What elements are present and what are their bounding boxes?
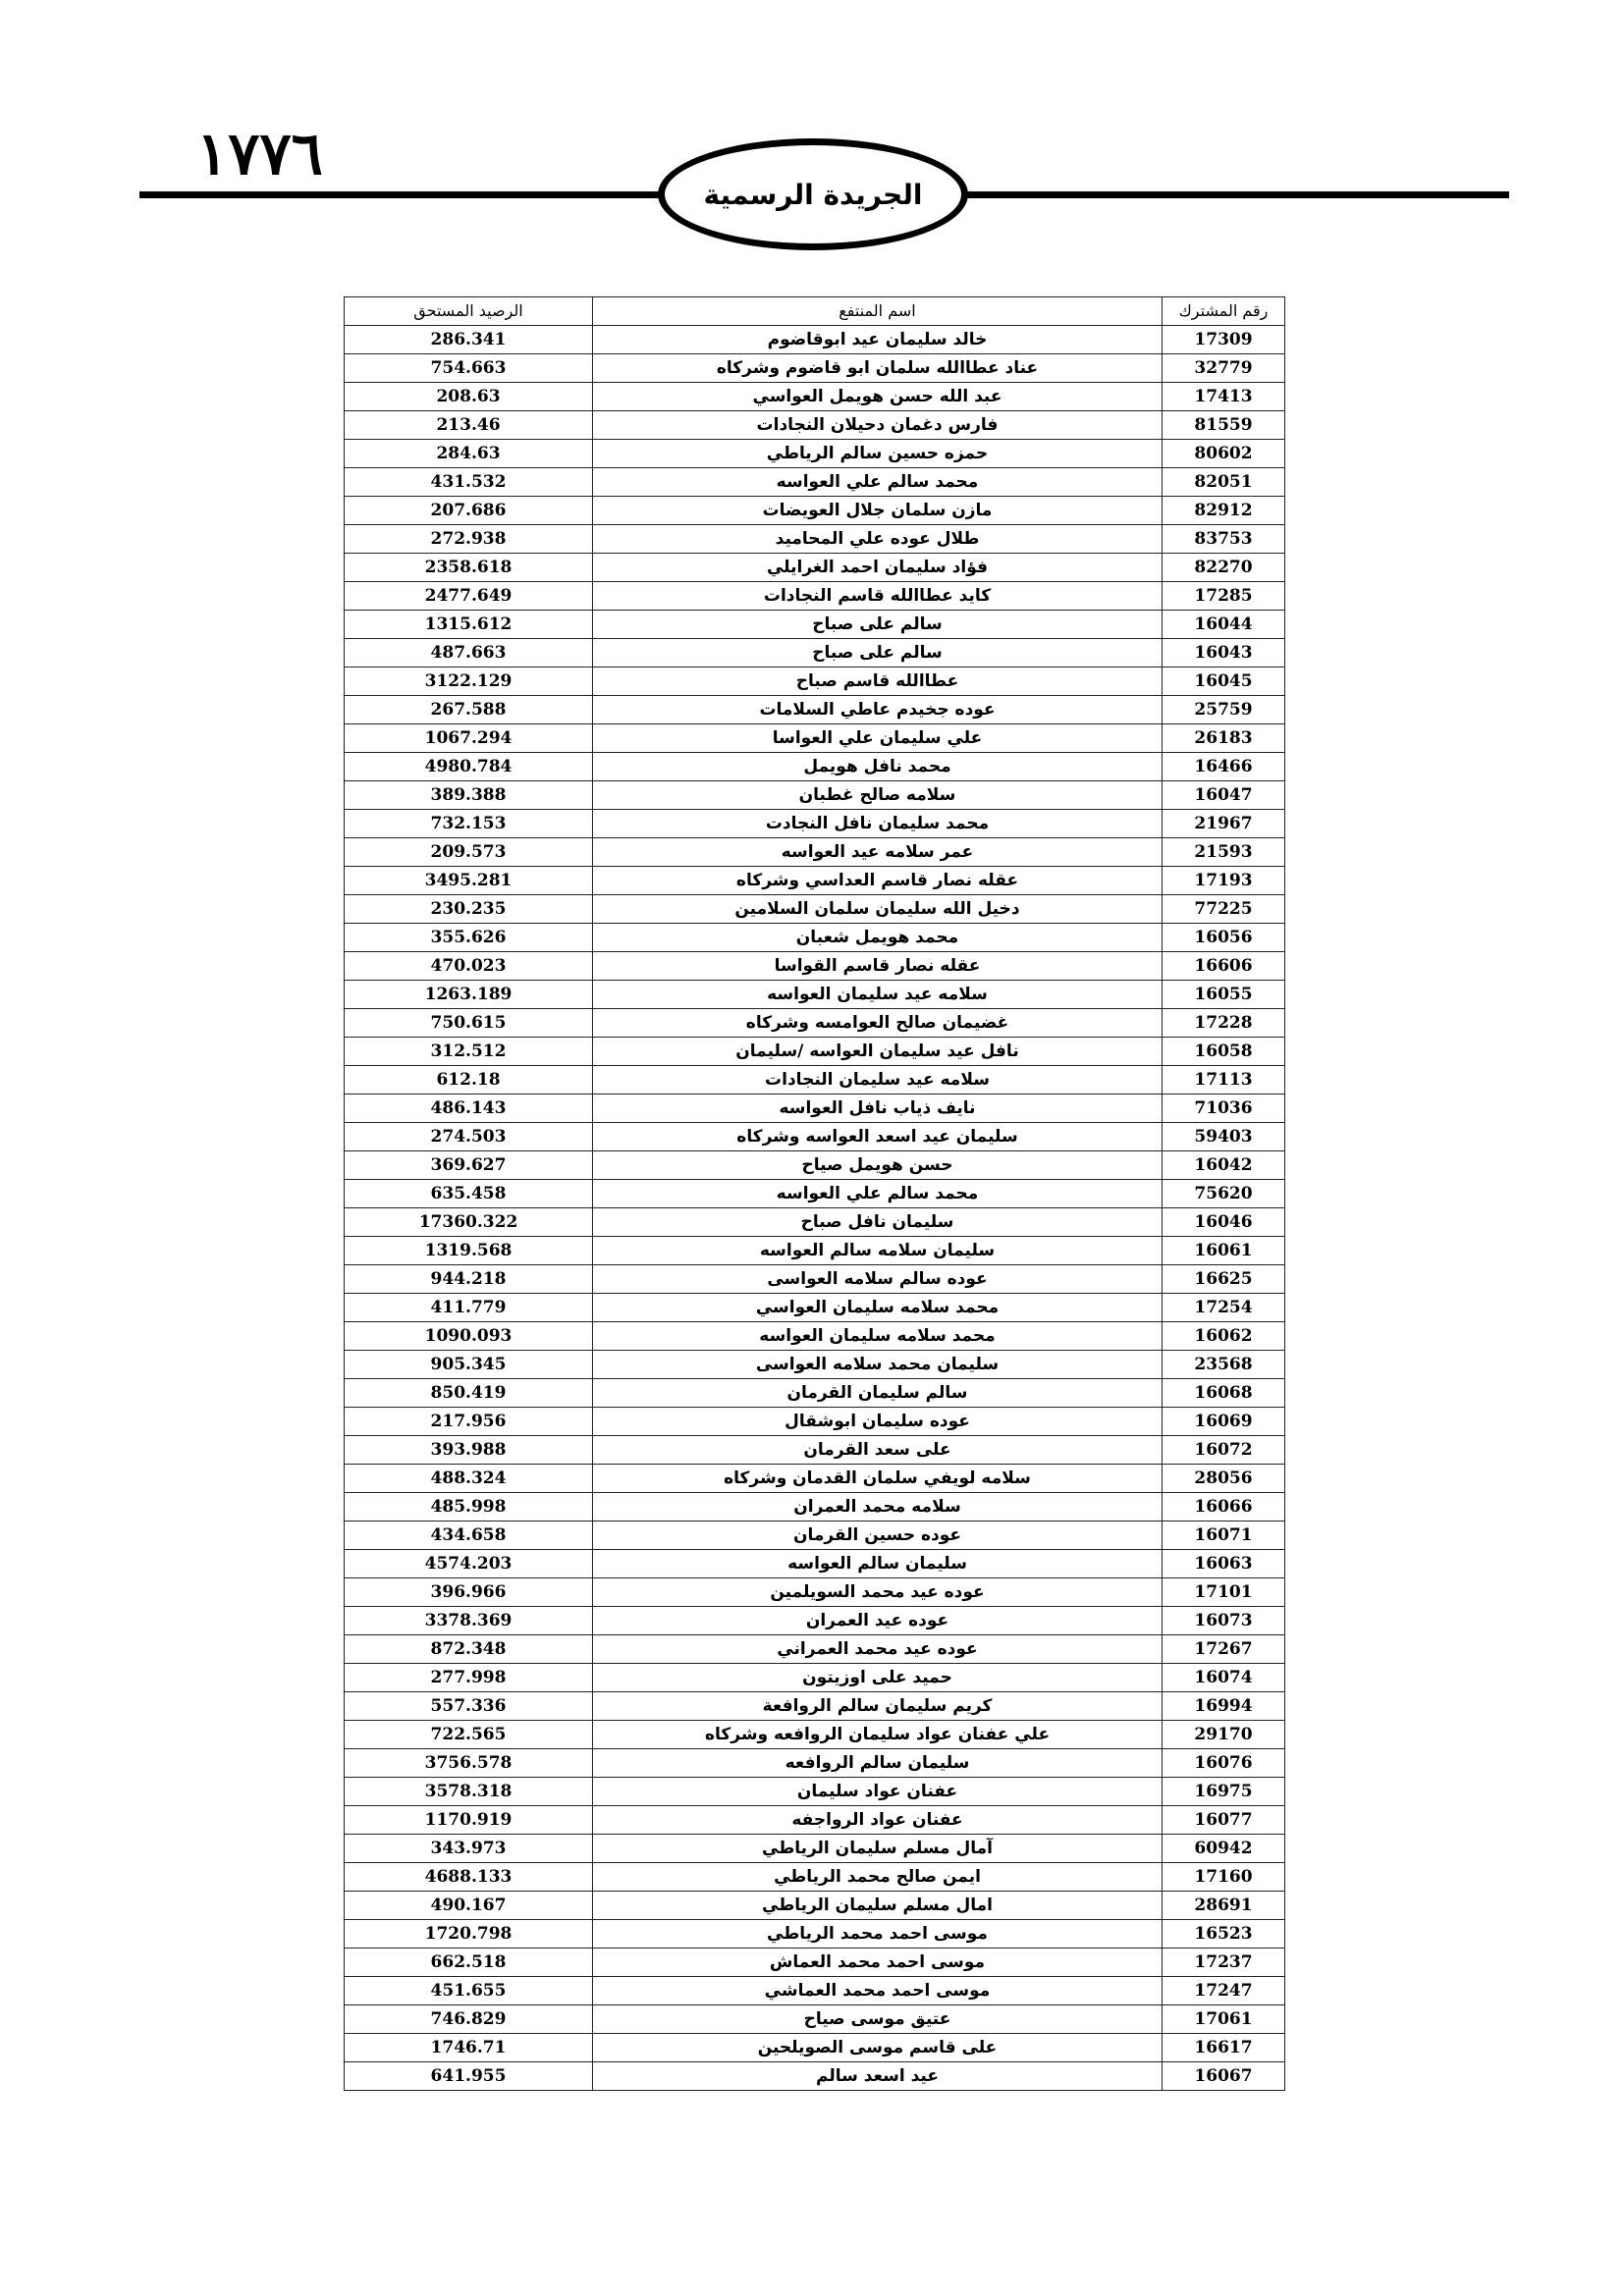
beneficiary-name-cell: عبد الله حسن هويمل العواسي (593, 383, 1163, 411)
subscriber-number-cell: 81559 (1163, 411, 1285, 440)
gazette-title: الجريدة الرسمية (703, 178, 923, 211)
beneficiary-name-cell: علي عفنان عواد سليمان الروافعه وشركاه (593, 1721, 1163, 1749)
table-row (345, 895, 1285, 924)
beneficiary-name-cell: علي سليمان علي العواسا (593, 724, 1163, 753)
beneficiary-name-cell: عفنان عواد سليمان (593, 1778, 1163, 1806)
balance-due-cell: 4980.784 (345, 753, 593, 781)
beneficiary-name-cell: محمد نافل هويمل (593, 753, 1163, 781)
subscriber-number-cell: 17254 (1163, 1294, 1285, 1322)
balance-due-cell: 213.46 (345, 411, 593, 440)
balance-due-cell: 434.658 (345, 1522, 593, 1550)
table-row (345, 497, 1285, 525)
table-row (345, 1949, 1285, 1977)
subscriber-number-cell: 16046 (1163, 1208, 1285, 1237)
subscriber-number-cell: 16062 (1163, 1322, 1285, 1351)
beneficiary-name-cell: سلامه صالح غطبان (593, 781, 1163, 810)
beneficiary-name-cell: سالم سليمان القرمان (593, 1379, 1163, 1408)
beneficiary-name-cell: عقله نصار قاسم القواسا (593, 952, 1163, 981)
subscriber-number-cell: 23568 (1163, 1351, 1285, 1379)
beneficiary-name-cell: عوده عيد العمران (593, 1607, 1163, 1635)
table-row (345, 1522, 1285, 1550)
subscriber-number-cell: 16975 (1163, 1778, 1285, 1806)
balance-due-cell: 230.235 (345, 895, 593, 924)
table-row (345, 1151, 1285, 1180)
table-row (345, 1692, 1285, 1721)
table-row (345, 582, 1285, 611)
balance-due-cell: 3122.129 (345, 667, 593, 696)
table-row (345, 1265, 1285, 1294)
beneficiary-name-cell: سلامه عيد سليمان النجادات (593, 1066, 1163, 1095)
balance-due-cell: 746.829 (345, 2005, 593, 2034)
subscriber-number-cell: 17267 (1163, 1635, 1285, 1664)
table-row (345, 2062, 1285, 2091)
beneficiary-name-cell: حميد على اوزيتون (593, 1664, 1163, 1692)
table-row (345, 440, 1285, 468)
balance-due-cell: 3495.281 (345, 867, 593, 895)
balances-table (344, 296, 1285, 2091)
balance-due-cell: 274.503 (345, 1123, 593, 1151)
table-row (345, 468, 1285, 497)
balance-due-cell: 396.966 (345, 1578, 593, 1607)
beneficiary-name-cell: محمد سلامه سليمان العواسي (593, 1294, 1163, 1322)
balance-due-cell: 4688.133 (345, 1863, 593, 1892)
balance-due-cell: 1263.189 (345, 981, 593, 1009)
subscriber-number-cell: 16071 (1163, 1522, 1285, 1550)
subscriber-number-cell: 28056 (1163, 1465, 1285, 1493)
balance-due-cell: 209.573 (345, 838, 593, 867)
balance-due-cell: 3756.578 (345, 1749, 593, 1778)
table-row (345, 1806, 1285, 1835)
page-number: ١٧٧٦ (196, 120, 323, 188)
balance-due-cell: 343.973 (345, 1835, 593, 1863)
balance-due-cell: 872.348 (345, 1635, 593, 1664)
balance-due-cell: 1319.568 (345, 1237, 593, 1265)
table-row (345, 1322, 1285, 1351)
subscriber-number-cell: 77225 (1163, 895, 1285, 924)
subscriber-number-cell: 25759 (1163, 696, 1285, 724)
subscriber-number-cell: 16466 (1163, 753, 1285, 781)
table-row (345, 1465, 1285, 1493)
beneficiary-name-cell: عطاالله قاسم صباح (593, 667, 1163, 696)
table-row (345, 810, 1285, 838)
beneficiary-name-cell: عمر سلامه عيد العواسه (593, 838, 1163, 867)
balance-due-cell: 850.419 (345, 1379, 593, 1408)
table-row (345, 1721, 1285, 1749)
subscriber-number-cell: 17228 (1163, 1009, 1285, 1038)
beneficiary-name-cell: سلامه لويفي سلمان القدمان وشركاه (593, 1465, 1163, 1493)
beneficiary-name-cell: سليمان سلامه سالم العواسه (593, 1237, 1163, 1265)
beneficiary-name-cell: موسى احمد محمد العماشي (593, 1977, 1163, 2005)
beneficiary-name-cell: مازن سلمان جلال العويضات (593, 497, 1163, 525)
table-row (345, 1408, 1285, 1436)
subscriber-number-cell: 75620 (1163, 1180, 1285, 1208)
balance-due-cell: 389.388 (345, 781, 593, 810)
table-row (345, 1208, 1285, 1237)
beneficiary-name-cell: سلامه محمد العمران (593, 1493, 1163, 1522)
beneficiary-name-cell: عوده عيد محمد السويلمين (593, 1578, 1163, 1607)
table-row (345, 2034, 1285, 2062)
balance-due-cell: 1170.919 (345, 1806, 593, 1835)
beneficiary-name-cell: سليمان سالم العواسه (593, 1550, 1163, 1578)
table-row (345, 1123, 1285, 1151)
header-beneficiary-name: اسم المنتفع (593, 297, 1163, 326)
table-row (345, 1351, 1285, 1379)
balance-due-cell: 2477.649 (345, 582, 593, 611)
table-row (345, 1920, 1285, 1949)
table-row (345, 1379, 1285, 1408)
balance-due-cell: 722.565 (345, 1721, 593, 1749)
balance-due-cell: 267.588 (345, 696, 593, 724)
beneficiary-name-cell: ايمن صالح محمد الرياطي (593, 1863, 1163, 1892)
balance-due-cell: 3578.318 (345, 1778, 593, 1806)
subscriber-number-cell: 82270 (1163, 554, 1285, 582)
table-row (345, 1835, 1285, 1863)
header-balance-due: الرصيد المستحق (345, 297, 593, 326)
balance-due-cell: 1720.798 (345, 1920, 593, 1949)
balance-due-cell: 612.18 (345, 1066, 593, 1095)
beneficiary-name-cell: آمال مسلم سليمان الرياطي (593, 1835, 1163, 1863)
subscriber-number-cell: 82912 (1163, 497, 1285, 525)
table-row (345, 1892, 1285, 1920)
table-row (345, 1038, 1285, 1066)
balance-due-cell: 277.998 (345, 1664, 593, 1692)
balance-due-cell: 207.686 (345, 497, 593, 525)
beneficiary-name-cell: موسى احمد محمد العماش (593, 1949, 1163, 1977)
beneficiary-name-cell: عوده سليمان ابوشقال (593, 1408, 1163, 1436)
table-row (345, 554, 1285, 582)
subscriber-number-cell: 16523 (1163, 1920, 1285, 1949)
beneficiary-name-cell: محمد هويمل شعبان (593, 924, 1163, 952)
beneficiary-name-cell: سالم على صباح (593, 639, 1163, 667)
balance-due-cell: 411.779 (345, 1294, 593, 1322)
beneficiary-name-cell: كريم سليمان سالم الروافعة (593, 1692, 1163, 1721)
beneficiary-name-cell: محمد سليمان نافل النجادت (593, 810, 1163, 838)
subscriber-number-cell: 16068 (1163, 1379, 1285, 1408)
subscriber-number-cell: 16042 (1163, 1151, 1285, 1180)
balance-due-cell: 208.63 (345, 383, 593, 411)
beneficiary-name-cell: حسن هويمل صياح (593, 1151, 1163, 1180)
subscriber-number-cell: 26183 (1163, 724, 1285, 753)
subscriber-number-cell: 83753 (1163, 525, 1285, 554)
beneficiary-name-cell: سليمان عيد اسعد العواسه وشركاه (593, 1123, 1163, 1151)
balance-due-cell: 905.345 (345, 1351, 593, 1379)
balance-due-cell: 488.324 (345, 1465, 593, 1493)
table-row (345, 867, 1285, 895)
table-row (345, 838, 1285, 867)
subscriber-number-cell: 16073 (1163, 1607, 1285, 1635)
balance-due-cell: 312.512 (345, 1038, 593, 1066)
subscriber-number-cell: 29170 (1163, 1721, 1285, 1749)
balance-due-cell: 1067.294 (345, 724, 593, 753)
table-row (345, 1009, 1285, 1038)
table-row (345, 1066, 1285, 1095)
balance-due-cell: 486.143 (345, 1095, 593, 1123)
table-row (345, 1863, 1285, 1892)
subscriber-number-cell: 17413 (1163, 383, 1285, 411)
balance-due-cell: 1746.71 (345, 2034, 593, 2062)
subscriber-number-cell: 16061 (1163, 1237, 1285, 1265)
subscriber-number-cell: 21967 (1163, 810, 1285, 838)
subscriber-number-cell: 59403 (1163, 1123, 1285, 1151)
table-row (345, 1635, 1285, 1664)
balance-due-cell: 635.458 (345, 1180, 593, 1208)
balance-due-cell: 272.938 (345, 525, 593, 554)
table-row (345, 981, 1285, 1009)
balance-due-cell: 944.218 (345, 1265, 593, 1294)
subscriber-number-cell: 82051 (1163, 468, 1285, 497)
subscriber-number-cell: 80602 (1163, 440, 1285, 468)
beneficiary-name-cell: حمزه حسين سالم الرياطي (593, 440, 1163, 468)
subscriber-number-cell: 16067 (1163, 2062, 1285, 2091)
subscriber-number-cell: 16617 (1163, 2034, 1285, 2062)
balance-due-cell: 284.63 (345, 440, 593, 468)
balance-due-cell: 431.532 (345, 468, 593, 497)
subscriber-number-cell: 17285 (1163, 582, 1285, 611)
subscriber-number-cell: 16043 (1163, 639, 1285, 667)
gazette-title-oval (658, 138, 968, 250)
beneficiary-name-cell: محمد سالم علي العواسه (593, 1180, 1163, 1208)
balance-due-cell: 750.615 (345, 1009, 593, 1038)
table-row (345, 1180, 1285, 1208)
subscriber-number-cell: 16063 (1163, 1550, 1285, 1578)
table-row (345, 383, 1285, 411)
table-row (345, 1578, 1285, 1607)
balance-due-cell: 662.518 (345, 1949, 593, 1977)
subscriber-number-cell: 16606 (1163, 952, 1285, 981)
balance-due-cell: 470.023 (345, 952, 593, 981)
subscriber-number-cell: 16045 (1163, 667, 1285, 696)
subscriber-number-cell: 28691 (1163, 1892, 1285, 1920)
subscriber-number-cell: 16047 (1163, 781, 1285, 810)
subscriber-number-cell: 17247 (1163, 1977, 1285, 2005)
beneficiary-name-cell: عوده حسين القرمان (593, 1522, 1163, 1550)
balance-due-cell: 641.955 (345, 2062, 593, 2091)
table-body (345, 326, 1285, 2091)
balance-due-cell: 485.998 (345, 1493, 593, 1522)
beneficiary-name-cell: محمد سلامه سليمان العواسه (593, 1322, 1163, 1351)
balance-due-cell: 2358.618 (345, 554, 593, 582)
table-row (345, 1493, 1285, 1522)
table-row (345, 1664, 1285, 1692)
balance-due-cell: 490.167 (345, 1892, 593, 1920)
balance-due-cell: 17360.322 (345, 1208, 593, 1237)
table-row (345, 354, 1285, 383)
beneficiary-name-cell: سليمان نافل صباح (593, 1208, 1163, 1237)
beneficiary-name-cell: عقله نصار قاسم العداسي وشركاه (593, 867, 1163, 895)
beneficiary-name-cell: عوده عيد محمد العمراني (593, 1635, 1163, 1664)
table-row (345, 1436, 1285, 1465)
table-row (345, 1550, 1285, 1578)
balance-due-cell: 3378.369 (345, 1607, 593, 1635)
table-row (345, 611, 1285, 639)
table-row (345, 1778, 1285, 1806)
beneficiary-name-cell: محمد سالم علي العواسه (593, 468, 1163, 497)
beneficiary-name-cell: سالم على صباح (593, 611, 1163, 639)
subscriber-number-cell: 71036 (1163, 1095, 1285, 1123)
table-row (345, 525, 1285, 554)
table-row (345, 724, 1285, 753)
subscriber-number-cell: 17193 (1163, 867, 1285, 895)
table-row (345, 696, 1285, 724)
beneficiary-name-cell: على سعد القرمان (593, 1436, 1163, 1465)
header-subscriber-number: رقم المشترك (1163, 297, 1285, 326)
subscriber-number-cell: 32779 (1163, 354, 1285, 383)
beneficiary-name-cell: سليمان سالم الروافعه (593, 1749, 1163, 1778)
subscriber-number-cell: 17101 (1163, 1578, 1285, 1607)
table-row (345, 952, 1285, 981)
table-row (345, 1294, 1285, 1322)
subscriber-number-cell: 21593 (1163, 838, 1285, 867)
subscriber-number-cell: 16066 (1163, 1493, 1285, 1522)
beneficiary-name-cell: عفنان عواد الرواجفه (593, 1806, 1163, 1835)
table-header-row (345, 297, 1285, 326)
balance-due-cell: 217.956 (345, 1408, 593, 1436)
beneficiary-name-cell: دخيل الله سليمان سلمان السلامين (593, 895, 1163, 924)
subscriber-number-cell: 16069 (1163, 1408, 1285, 1436)
table-row (345, 1237, 1285, 1265)
table-row (345, 667, 1285, 696)
subscriber-number-cell: 16994 (1163, 1692, 1285, 1721)
subscriber-number-cell: 16076 (1163, 1749, 1285, 1778)
beneficiary-name-cell: سليمان محمد سلامه العواسى (593, 1351, 1163, 1379)
subscriber-number-cell: 16044 (1163, 611, 1285, 639)
subscriber-number-cell: 16058 (1163, 1038, 1285, 1066)
table-row (345, 411, 1285, 440)
table-row (345, 1749, 1285, 1778)
beneficiary-name-cell: عوده سالم سلامه العواسى (593, 1265, 1163, 1294)
beneficiary-name-cell: نايف ذياب نافل العواسه (593, 1095, 1163, 1123)
balance-due-cell: 557.336 (345, 1692, 593, 1721)
beneficiary-name-cell: على قاسم موسى الصويلحين (593, 2034, 1163, 2062)
beneficiary-name-cell: خالد سليمان عيد ابوقاضوم (593, 326, 1163, 354)
balance-due-cell: 1090.093 (345, 1322, 593, 1351)
beneficiary-name-cell: فؤاد سليمان احمد الغرايلي (593, 554, 1163, 582)
table-row (345, 639, 1285, 667)
table-row (345, 781, 1285, 810)
subscriber-number-cell: 17113 (1163, 1066, 1285, 1095)
balance-due-cell: 393.988 (345, 1436, 593, 1465)
subscriber-number-cell: 16056 (1163, 924, 1285, 952)
beneficiary-name-cell: موسى احمد محمد الرياطي (593, 1920, 1163, 1949)
subscriber-number-cell: 16055 (1163, 981, 1285, 1009)
table-row (345, 753, 1285, 781)
balance-due-cell: 286.341 (345, 326, 593, 354)
subscriber-number-cell: 16074 (1163, 1664, 1285, 1692)
beneficiary-name-cell: طلال عوده علي المحاميد (593, 525, 1163, 554)
balance-due-cell: 754.663 (345, 354, 593, 383)
table-row (345, 1977, 1285, 2005)
table-row (345, 326, 1285, 354)
beneficiary-name-cell: عيد اسعد سالم (593, 2062, 1163, 2091)
balance-due-cell: 369.627 (345, 1151, 593, 1180)
subscriber-number-cell: 60942 (1163, 1835, 1285, 1863)
beneficiary-name-cell: غضيمان صالح العوامسه وشركاه (593, 1009, 1163, 1038)
beneficiary-name-cell: عتيق موسى صياح (593, 2005, 1163, 2034)
subscriber-number-cell: 17309 (1163, 326, 1285, 354)
balance-due-cell: 4574.203 (345, 1550, 593, 1578)
table-row (345, 1095, 1285, 1123)
beneficiary-name-cell: امال مسلم سليمان الرياطي (593, 1892, 1163, 1920)
balance-due-cell: 732.153 (345, 810, 593, 838)
table-row (345, 1607, 1285, 1635)
table-row (345, 2005, 1285, 2034)
subscriber-number-cell: 17061 (1163, 2005, 1285, 2034)
subscriber-number-cell: 16077 (1163, 1806, 1285, 1835)
subscriber-number-cell: 16072 (1163, 1436, 1285, 1465)
beneficiary-name-cell: كايد عطاالله قاسم النجادات (593, 582, 1163, 611)
balance-due-cell: 1315.612 (345, 611, 593, 639)
balance-due-cell: 487.663 (345, 639, 593, 667)
beneficiary-name-cell: سلامه عيد سليمان العواسه (593, 981, 1163, 1009)
balance-due-cell: 451.655 (345, 1977, 593, 2005)
subscriber-number-cell: 17237 (1163, 1949, 1285, 1977)
beneficiary-name-cell: عناد عطاالله سلمان ابو قاضوم وشركاه (593, 354, 1163, 383)
beneficiary-name-cell: عوده جخيدم عاطي السلامات (593, 696, 1163, 724)
beneficiary-name-cell: فارس دغمان دحيلان النجادات (593, 411, 1163, 440)
subscriber-number-cell: 17160 (1163, 1863, 1285, 1892)
beneficiary-name-cell: نافل عيد سليمان العواسه /سليمان (593, 1038, 1163, 1066)
table-row (345, 924, 1285, 952)
subscriber-number-cell: 16625 (1163, 1265, 1285, 1294)
balance-due-cell: 355.626 (345, 924, 593, 952)
